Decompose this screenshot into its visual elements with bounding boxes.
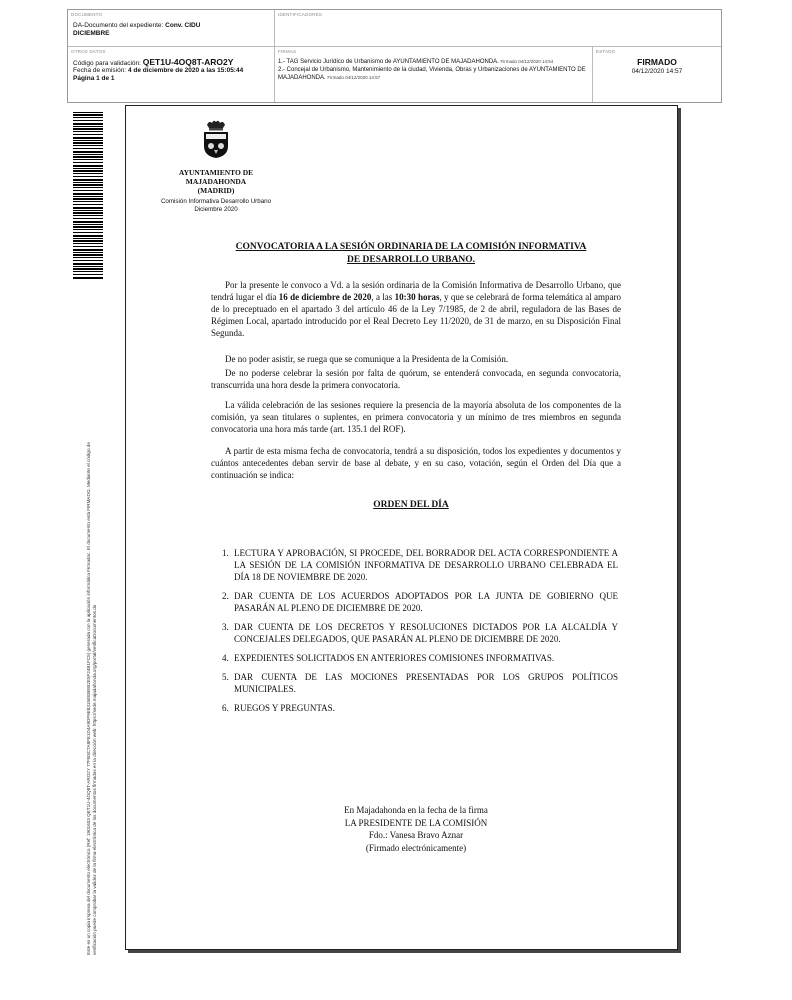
paragraph-disposicion: A partir de esta misma fecha de convocatoria, tendrá a su disposición, todos los expedientes y documentos y cuántos antecedentes deban servir de base al debate, y en su caso, votación, según el Orden del Día que a continuación se indica: [211, 446, 621, 480]
firma-2: 2.- Concejal de Urbanismo, Mantenimiento de la ciudad, Vivienda, Obras y Urbanizaciones de AYUNTAMIENTO DE MAJADAHONDA. [278, 66, 586, 81]
verification-line2[interactable]: verificación puede comprobar la validez de la firma electrónica de los documentos firmados en la dirección web: https://sede.majadahonda.org/portal/verificaDocumentos.do [92, 604, 97, 955]
estado-cell [593, 47, 721, 102]
signature-block [306, 804, 526, 854]
paragraph-asistencia: De no poder asistir, se ruega que se comunique a la Presidenta de la Comisión. [225, 354, 509, 364]
pagina-row [73, 75, 115, 83]
title-line2: DE DESARROLLO URBANO. [346, 255, 475, 265]
ayto-line1: AYUNTAMIENTO DE [178, 168, 254, 177]
document-metadata-header [67, 9, 722, 103]
paragraph-convocatoria [211, 279, 621, 339]
coat-of-arms-icon [201, 119, 231, 159]
document-title [206, 241, 616, 267]
estado-date: 04/12/2020 14:57 [631, 68, 683, 75]
firmas-cell [275, 47, 593, 102]
agenda-item-text: DAR CUENTA DE LAS MOCIONES PRESENTADAS POR LOS GRUPOS POLÍTICOS MUNICIPALES. [234, 672, 618, 694]
documento-expediente: Conv. CIDU [165, 22, 201, 29]
firma-1-date: Firmado 04/12/2020 14:54 [500, 59, 554, 64]
session-time: 10:30 horas [394, 292, 440, 302]
otros-datos-label: OTROS DATOS [71, 49, 106, 54]
agenda-item [222, 652, 618, 664]
agenda-item [222, 702, 618, 714]
agenda-list [222, 547, 618, 721]
agenda-item-number: 3. [222, 622, 229, 632]
codigo-label: Código para validación: [73, 60, 141, 67]
agenda-item-text: DAR CUENTA DE LOS ACUERDOS ADOPTADOS POR LA JUNTA DE GOBIERNO QUE PASARÁN AL PLENO DE DICIEMBRE DE 2020. [234, 591, 618, 613]
fecha-emision-label: Fecha de emisión: [73, 67, 127, 74]
verification-line1: Este es un copia impresa del documento electrónico (Ref: 1901633 QET1U-4OQ8T-ARO2Y 77FB3C7A8FE1D4A9DF9E8315EEBEB2E5F24B1FC5) generada con la aplicación informática Firmadoc. El documento está FIRMADO. Mediante el código de [86, 442, 91, 955]
documento-line2: DICIEMBRE [73, 30, 110, 37]
orden-del-dia-title: ORDEN DEL DÍA [373, 500, 449, 510]
agenda-item-number: 5. [222, 672, 229, 682]
agenda-item [222, 590, 618, 614]
agenda-item-text: RUEGOS Y PREGUNTAS. [234, 703, 335, 713]
comision-subtitle [146, 198, 286, 214]
documento-cell [68, 10, 275, 47]
title-line1: CONVOCATORIA A LA SESIÓN ORDINARIA DE LA COMISIÓN INFORMATIVA [235, 242, 587, 252]
signature-name: Fdo.: Vanesa Bravo Aznar [368, 830, 464, 840]
p1-text-c: , y que se celebrará de forma telemática al amparo de lo preceptuado en el apartado 3 del artículo 46 de la Ley 7/1985, de 2 de abril, reguladora de las Bases de Régimen Local, apartado introducido por el Real Decreto Ley 11/2020, de 31 de marzo, en su Disposición Final Segunda. [211, 292, 622, 338]
agenda-item [222, 671, 618, 695]
documento-label: DOCUMENTO [71, 12, 103, 17]
comision-date: Diciembre 2020 [194, 206, 238, 213]
codigo-validacion[interactable]: QET1U-4OQ8T-ARO2Y [142, 57, 234, 67]
fecha-emision-value: 4 de diciembre de 2020 a las 15:05:44 [127, 67, 244, 74]
signature-note: (Firmado electrónicamente) [365, 842, 467, 853]
agenda-item-text: DAR CUENTA DE LOS DECRETOS Y RESOLUCIONES DICTADOS POR LA ALCALDÍA Y CONCEJALES DELEGADOS, QUE PASARÁN AL PLENO DE DICIEMBRE DE 2020. [234, 622, 618, 644]
identificadores-label: IDENTIFICADORES [278, 12, 323, 17]
agenda-item-number: 1. [222, 548, 229, 558]
ayuntamiento-name [156, 168, 276, 195]
documento-line1: DA-Documento del expediente: [73, 22, 164, 29]
ayto-line3: (MADRID) [197, 186, 235, 195]
paragraph-validez: La válida celebración de las sesiones requiere la presencia de la mayoría absoluta de los componentes de la comisión, ya sean titulares o suplentes, en primera convocatoria y un mínimo de tres miembros en segunda convocatoria una hora más tarde (art. 135.1 del ROF). [211, 400, 621, 434]
verification-side-text [86, 275, 98, 955]
agenda-item-number: 2. [222, 591, 229, 601]
document-page [125, 105, 678, 950]
session-date: 16 de diciembre de 2020 [278, 292, 372, 302]
agenda-item-number: 6. [222, 703, 229, 713]
signature-role: LA PRESIDENTE DE LA COMISIÓN [344, 817, 488, 828]
firma-1: 1.- TAG Servicio Jurídico de Urbanismo de AYUNTAMIENTO DE MAJADAHONDA. [278, 59, 499, 65]
agenda-item-number: 4. [222, 653, 229, 663]
fecha-emision-row [73, 67, 243, 75]
comision-name: Comisión Informativa Desarrollo Urbano [160, 198, 272, 205]
p1-text-a: Por la presente le convoco a Vd. a la sesión ordinaria de la Comisión Informativa de Desarrollo Urbano, que tendrá lugar el día [211, 280, 621, 302]
signature-place-date: En Majadahonda en la fecha de la firma [344, 805, 488, 815]
paragraph-quorum: De no poderse celebrar la sesión por falta de quórum, se entenderá convocada, en segunda convocatoria, transcurrida una hora desde la primera convocatoria. [211, 368, 621, 390]
p1-text-b: , a las [371, 292, 393, 302]
identificadores-cell [275, 10, 721, 47]
agenda-item [222, 547, 618, 583]
documento-value [73, 22, 200, 38]
ayto-line2: MAJADAHONDA [185, 177, 247, 186]
estado-label: ESTADO [596, 49, 616, 54]
estado-value: FIRMADO [637, 57, 677, 67]
agenda-item [222, 621, 618, 645]
firmas-label: FIRMAS [278, 49, 297, 54]
page-count: Página 1 de 1 [73, 75, 115, 82]
agenda-item-text: LECTURA Y APROBACIÓN, SI PROCEDE, DEL BORRADOR DEL ACTA CORRESPONDIENTE A LA SESIÓN DE LA COMISIÓN INFORMATIVA DE DESARROLLO URBANO CELEBRADA EL DÍA 18 DE NOVIEMBRE DE 2020. [234, 548, 618, 582]
firmas-list [278, 58, 590, 83]
agenda-item-text: EXPEDIENTES SOLICITADOS EN ANTERIORES COMISIONES INFORMATIVAS. [234, 653, 555, 663]
otros-datos-cell [68, 47, 275, 102]
firma-2-date: Firmado 04/12/2020 14:57 [327, 75, 381, 80]
barcode-image [73, 112, 103, 280]
